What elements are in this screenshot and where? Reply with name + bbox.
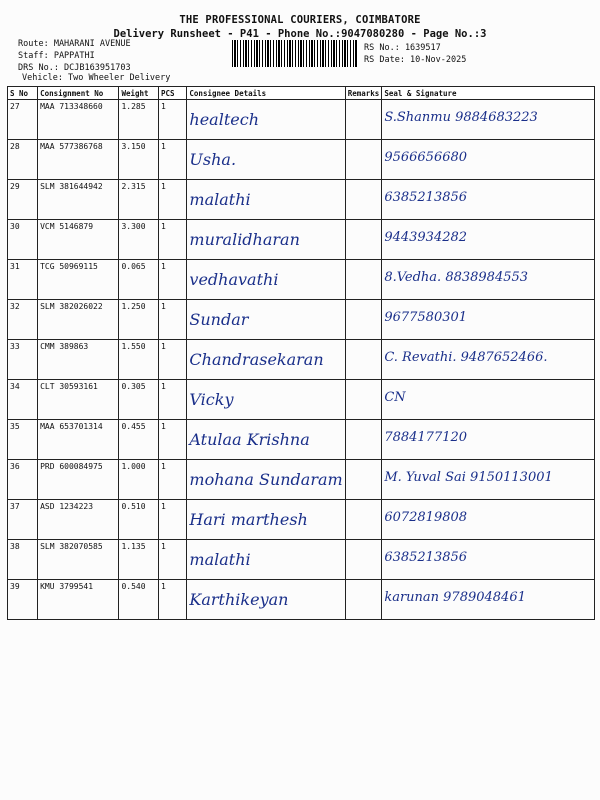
row-consignee: healtech: [189, 110, 259, 129]
row-weight: 1.250: [119, 300, 159, 340]
row-pcs: 1: [159, 500, 187, 540]
row-signature: S.Shanmu 9884683223: [384, 110, 538, 125]
row-sno: 28: [8, 140, 38, 180]
row-sno: 27: [8, 100, 38, 140]
row-consignee: Atulaa Krishna: [189, 430, 310, 449]
col-consignment: Consignment No: [38, 87, 119, 100]
table-row: [8, 420, 595, 460]
row-consignee: malathi: [189, 190, 251, 209]
row-consignee-cell: [187, 340, 345, 380]
row-remarks: [345, 220, 382, 260]
col-consignee: Consignee Details: [187, 87, 345, 100]
row-consignee: Vicky: [189, 390, 234, 409]
row-consignment-no: KMU 3799541: [38, 580, 119, 620]
row-consignee-cell: [187, 380, 345, 420]
table-row: [8, 100, 595, 140]
row-sno: 35: [8, 420, 38, 460]
row-remarks: [345, 380, 382, 420]
row-consignee-cell: [187, 100, 345, 140]
row-weight: 1.135: [119, 540, 159, 580]
row-consignee: muralidharan: [189, 230, 300, 249]
row-pcs: 1: [159, 340, 187, 380]
col-remarks: Remarks: [345, 87, 382, 100]
row-weight: 1.550: [119, 340, 159, 380]
runsheet-subtitle: Delivery Runsheet - P41 - Phone No.:9047080280 - Page No.:3: [113, 28, 487, 40]
row-sno: 39: [8, 580, 38, 620]
row-weight: 1.285: [119, 100, 159, 140]
row-pcs: 1: [159, 300, 187, 340]
staff-label: Staff: PAPPATHI: [18, 51, 95, 61]
row-signature-cell: [382, 100, 595, 140]
row-weight: 0.510: [119, 500, 159, 540]
row-pcs: 1: [159, 420, 187, 460]
row-signature: 6385213856: [384, 190, 468, 205]
row-consignee-cell: [187, 580, 345, 620]
table-row: [8, 580, 595, 620]
row-consignment-no: SLM 382070585: [38, 540, 119, 580]
row-consignee-cell: [187, 180, 345, 220]
row-consignee-cell: [187, 220, 345, 260]
row-weight: 3.300: [119, 220, 159, 260]
row-consignee-cell: [187, 140, 345, 180]
row-signature-cell: [382, 260, 595, 300]
row-signature: 6385213856: [384, 550, 468, 565]
row-consignee: Chandrasekaran: [189, 350, 324, 369]
row-remarks: [345, 300, 382, 340]
row-consignee: Karthikeyan: [189, 590, 289, 609]
row-pcs: 1: [159, 460, 187, 500]
delivery-table: [7, 86, 595, 620]
row-signature-cell: [382, 420, 595, 460]
vehicle-label: Vehicle: Two Wheeler Delivery: [22, 73, 171, 83]
row-weight: 0.540: [119, 580, 159, 620]
row-pcs: 1: [159, 220, 187, 260]
row-consignee: vedhavathi: [189, 270, 279, 289]
row-signature-cell: [382, 180, 595, 220]
row-consignment-no: SLM 381644942: [38, 180, 119, 220]
row-consignee: Hari marthesh: [189, 510, 308, 529]
rs-number: RS No.: 1639517: [364, 43, 441, 53]
row-remarks: [345, 340, 382, 380]
row-signature: 9677580301: [384, 310, 468, 325]
row-sno: 30: [8, 220, 38, 260]
row-consignee-cell: [187, 540, 345, 580]
row-sno: 34: [8, 380, 38, 420]
row-consignee: Sundar: [189, 310, 249, 329]
table-row: [8, 260, 595, 300]
table-row: [8, 340, 595, 380]
table-row: [8, 220, 595, 260]
row-signature-cell: [382, 340, 595, 380]
row-signature: 9443934282: [384, 230, 468, 245]
row-pcs: 1: [159, 580, 187, 620]
row-pcs: 1: [159, 380, 187, 420]
row-sno: 32: [8, 300, 38, 340]
row-sno: 31: [8, 260, 38, 300]
row-consignee-cell: [187, 300, 345, 340]
table-row: [8, 500, 595, 540]
row-signature-cell: [382, 460, 595, 500]
route-label: Route: MAHARANI AVENUE: [18, 39, 131, 49]
row-signature-cell: [382, 380, 595, 420]
row-remarks: [345, 260, 382, 300]
drs-number: DRS No.: DCJB163951703: [18, 63, 131, 73]
row-consignment-no: SLM 382026022: [38, 300, 119, 340]
row-signature: 8.Vedha. 8838984553: [384, 270, 529, 285]
row-consignment-no: TCG 50969115: [38, 260, 119, 300]
row-signature-cell: [382, 300, 595, 340]
row-remarks: [345, 180, 382, 220]
row-sno: 36: [8, 460, 38, 500]
row-signature-cell: [382, 540, 595, 580]
table-row: [8, 300, 595, 340]
row-signature: 7884177120: [384, 430, 468, 445]
row-weight: 0.305: [119, 380, 159, 420]
row-remarks: [345, 500, 382, 540]
row-signature-cell: [382, 500, 595, 540]
row-remarks: [345, 540, 382, 580]
col-weight: Weight: [119, 87, 159, 100]
row-consignment-no: MAA 653701314: [38, 420, 119, 460]
table-row: [8, 540, 595, 580]
barcode-image: [232, 40, 358, 67]
table-header-row: [8, 87, 595, 100]
row-pcs: 1: [159, 540, 187, 580]
row-consignee-cell: [187, 260, 345, 300]
row-sno: 37: [8, 500, 38, 540]
company-title: THE PROFESSIONAL COURIERS, COIMBATORE: [179, 14, 421, 26]
col-pcs: PCS: [159, 87, 187, 100]
row-signature: karunan 9789048461: [384, 590, 526, 605]
row-weight: 0.455: [119, 420, 159, 460]
row-weight: 0.065: [119, 260, 159, 300]
row-pcs: 1: [159, 260, 187, 300]
row-consignee: Usha.: [189, 150, 237, 169]
row-remarks: [345, 460, 382, 500]
row-sno: 33: [8, 340, 38, 380]
row-remarks: [345, 100, 382, 140]
row-sno: 38: [8, 540, 38, 580]
table-row: [8, 180, 595, 220]
row-signature-cell: [382, 580, 595, 620]
row-signature-cell: [382, 140, 595, 180]
row-consignee: malathi: [189, 550, 251, 569]
row-signature: 6072819808: [384, 510, 468, 525]
row-consignment-no: CLT 30593161: [38, 380, 119, 420]
row-remarks: [345, 580, 382, 620]
row-signature: 9566656680: [384, 150, 468, 165]
table-row: [8, 140, 595, 180]
row-consignee-cell: [187, 500, 345, 540]
row-remarks: [345, 140, 382, 180]
col-sno: S No: [8, 87, 38, 100]
row-consignment-no: PRD 600084975: [38, 460, 119, 500]
row-consignee: mohana Sundaram: [189, 470, 343, 489]
row-pcs: 1: [159, 100, 187, 140]
row-consignee-cell: [187, 460, 345, 500]
table-row: [8, 460, 595, 500]
row-remarks: [345, 420, 382, 460]
row-weight: 3.150: [119, 140, 159, 180]
row-pcs: 1: [159, 180, 187, 220]
row-consignment-no: MAA 577386768: [38, 140, 119, 180]
table-row: [8, 380, 595, 420]
rs-date: RS Date: 10-Nov-2025: [364, 55, 467, 65]
row-consignment-no: VCM 5146879: [38, 220, 119, 260]
col-seal: Seal & Signature: [382, 87, 595, 100]
row-sno: 29: [8, 180, 38, 220]
row-weight: 2.315: [119, 180, 159, 220]
row-consignment-no: ASD 1234223: [38, 500, 119, 540]
row-consignment-no: CMM 389863: [38, 340, 119, 380]
row-consignee-cell: [187, 420, 345, 460]
row-signature: M. Yuval Sai 9150113001: [384, 470, 553, 485]
row-signature: C. Revathi. 9487652466.: [384, 350, 548, 365]
row-consignment-no: MAA 713348660: [38, 100, 119, 140]
row-signature: CN: [384, 390, 406, 405]
row-pcs: 1: [159, 140, 187, 180]
row-signature-cell: [382, 220, 595, 260]
row-weight: 1.000: [119, 460, 159, 500]
